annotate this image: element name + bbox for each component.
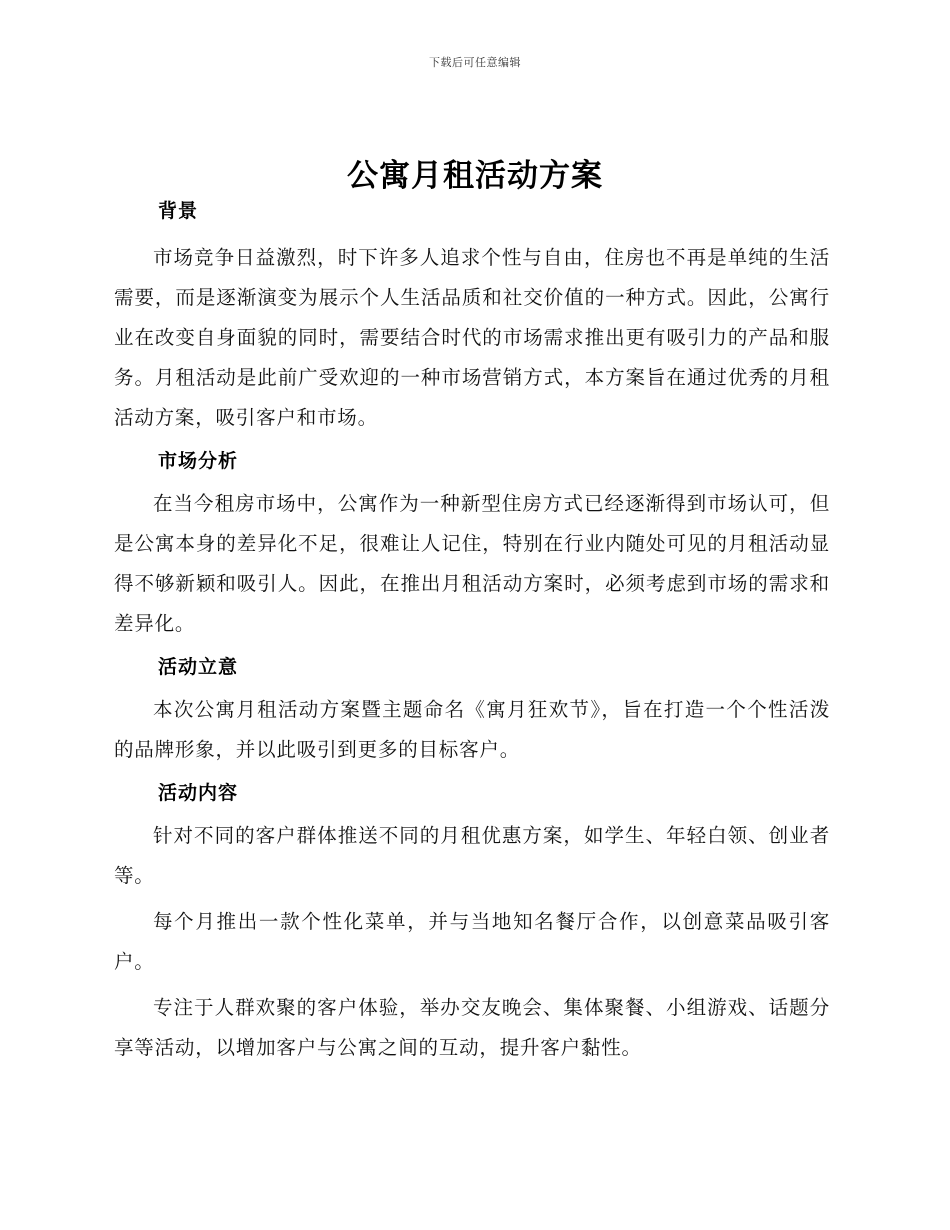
document-title: 公寓月租活动方案 bbox=[347, 158, 603, 194]
page-header-note: 下载后可任意编辑 bbox=[429, 56, 521, 69]
activity-content-paragraph-3: 专注于人群欢聚的客户体验，举办交友晚会、集体聚餐、小组游戏、话题分享等活动，以增加客户与公寓之间的互动，提升客户黏性。 bbox=[114, 996, 830, 1059]
market-analysis-paragraph: 在当今租房市场中，公寓作为一种新型住房方式已经逐渐得到市场认可，但是公寓本身的差异化不足，很难让人记住，特别在行业内随处可见的月租活动显得不够新颖和吸引人。因此，在推出月租活动方案时，必须考虑到市场的需求和差异化。 bbox=[114, 492, 830, 635]
activity-content-paragraph-1: 针对不同的客户群体推送不同的月租优惠方案，如学生、年轻白领、创业者等。 bbox=[114, 824, 830, 887]
background-paragraph: 市场竞争日益激烈，时下许多人追求个性与自由，住房也不再是单纯的生活需要，而是逐渐演变为展示个人生活品质和社交价值的一种方式。因此，公寓行业在改变自身面貌的同时，需要结合时代的市场需求推出更有吸引力的产品和服务。月租活动是此前广受欢迎的一种市场营销方式，本方案旨在通过优秀的月租活动方案，吸引客户和市场。 bbox=[114, 246, 830, 429]
activity-content-paragraph-2: 每个月推出一款个性化菜单，并与当地知名餐厅合作，以创意菜品吸引客户。 bbox=[114, 910, 830, 973]
document-body bbox=[114, 196, 830, 1068]
section-heading-background: 背景 bbox=[158, 200, 199, 222]
section-heading-market-analysis: 市场分析 bbox=[158, 450, 239, 472]
section-heading-activity-content: 活动内容 bbox=[158, 782, 239, 804]
activity-concept-paragraph: 本次公寓月租活动方案暨主题命名《寓月狂欢节》，旨在打造一个个性活泼的品牌形象，并以此吸引到更多的目标客户。 bbox=[114, 698, 830, 761]
section-heading-activity-concept: 活动立意 bbox=[158, 656, 239, 678]
